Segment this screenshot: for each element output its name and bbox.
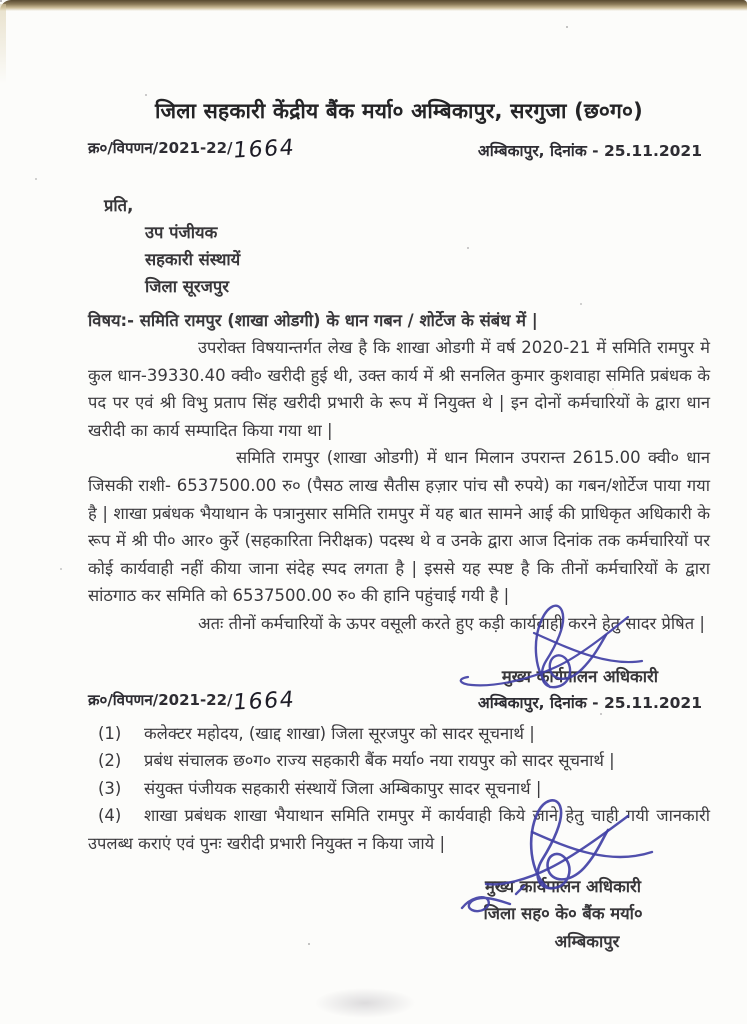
signature-place-date: अम्बिकापुर, दिनांक - 25.11.2021 (477, 693, 702, 712)
cc-item (88, 720, 710, 748)
addressee-block (88, 192, 710, 300)
cc-item-text: संयुक्त पंजीयक सहकारी संस्थायें जिला अम्बिकापुर सादर सूचनार्थ | (144, 778, 542, 798)
bank-letterhead-title: जिला सहकारी केंद्रीय बैंक मर्या० अम्बिकापुर, सरगुजा (छ०ग०) (155, 99, 643, 123)
cc-list (88, 720, 710, 858)
reference-number-2-handwritten: 1664 (231, 686, 296, 716)
signatory-place: अम्बिकापुर (554, 931, 620, 951)
signatory-organization: जिला सह० के० बैंक मर्या० (483, 904, 643, 924)
addressee-line: उप पंजीयक (145, 223, 218, 242)
signature-block-2 (448, 873, 678, 956)
reference-number-2 (88, 686, 296, 716)
addressee-line: सहकारी संस्थायें (145, 250, 241, 269)
cc-item-number: (1) (98, 723, 122, 743)
reference-prefix: क्र०/विपणन/2021-22/ (88, 139, 233, 157)
second-reference-row (88, 686, 710, 716)
subject-line: विषय:- समिति रामपुर (शाखा ओडगी) के धान गबन / शोर्टेज के संबंध में | (88, 311, 538, 330)
reference-number (88, 135, 296, 164)
scan-noise-specks (0, 0, 2, 2)
cc-item (88, 775, 710, 803)
cc-item (88, 802, 710, 857)
body-paragraph-2: समिति रामपुर (शाखा ओडगी) में धान मिलान उपरान्त 2615.00 क्वी० धान जिसकी राशी- 6537500.00 रु० (पैसठ लाख सैतीस हज़ार पांच सौ रुपये) का गबन/शोर्टेज पाया गया है | शाखा प्रबंधक भैयाथान के पत्रानुसार समिति रामपुर में यह बात सामने आई की प्राधिकृत अधिकारी के रूप में श्री पी० आर० कुर्रे (सहकारिता निरीक्षक) पदस्थ थे व उनके द्वारा आज दिनांक तक कर्मचारियों पर कोई कार्यवाही नहीं कीया जाना संदेह स्पद लगता है | इससे यह स्पष्ट है कि तीनों कर्मचारियों के द्वारा सांठगाठ कर समिति को 6537500.00 रु० की हानि पहुंचाई गयी है | (88, 448, 710, 606)
cc-item-text: प्रबंध संचालक छ०ग० राज्य सहकारी बैंक मर्या० नया रायपुर को सादर सूचनार्थ | (144, 751, 615, 771)
reference-number-handwritten: 1664 (231, 135, 296, 164)
reference-row (88, 135, 710, 164)
place-date-line: अम्बिकापुर, दिनांक - 25.11.2021 (477, 142, 702, 160)
cc-item-text: कलेक्टर महोदय, (खाद्द शाखा) जिला सूरजपुर को सादर सूचनार्थ | (144, 723, 535, 743)
signatory-designation: मुख्य कार्यपालन अधिकारी (484, 876, 642, 896)
cc-item-number: (3) (98, 778, 122, 798)
scan-left-edge (0, 4, 6, 84)
body-paragraph-1: उपरोक्त विषयान्तर्गत लेख है कि शाखा ओडगी में वर्ष 2020-21 में समिति रामपुर मे कुल धान-39330.40 क्वी० खरीदी हुई थी, उक्त कार्य में श्री सनलित कुमार कुशवाहा समिति प्रबंधक के पद पर एवं श्री विभु प्रताप सिंह खरीदी प्रभारी के रूप में नियुक्त थे | इन दोनों कर्मचारियों के द्वारा धान खरीदी का कार्य सम्पादित किया गया था | (88, 338, 710, 440)
letter-content (88, 0, 710, 955)
body-paragraph-3: अतः तीनों कर्मचारियों के ऊपर वसूली करते हुए कड़ी कार्यवाही करने हेतु सादर प्रेषित | (198, 613, 705, 633)
cc-item-number: (2) (98, 751, 122, 771)
cc-item-text: शाखा प्रबंधक शाखा भैयाथान समिति रामपुर में कार्यवाही किये जाने हेतु चाही गयी जानकारी उपलब्ध कराएं एवं पुनः खरीदी प्रभारी नियुक्त न किया जाये | (88, 806, 710, 853)
addressee-line: जिला सूरजपुर (145, 277, 229, 296)
scan-bottom-smudge (295, 982, 435, 1024)
cc-item (88, 747, 710, 775)
addressee-salutation: प्रति, (104, 196, 134, 215)
reference-prefix-2: क्र०/विपणन/2021-22/ (88, 690, 233, 709)
signatory-designation: मुख्य कार्यपालन अधिकारी (501, 666, 658, 686)
cc-item-number: (4) (98, 806, 122, 826)
